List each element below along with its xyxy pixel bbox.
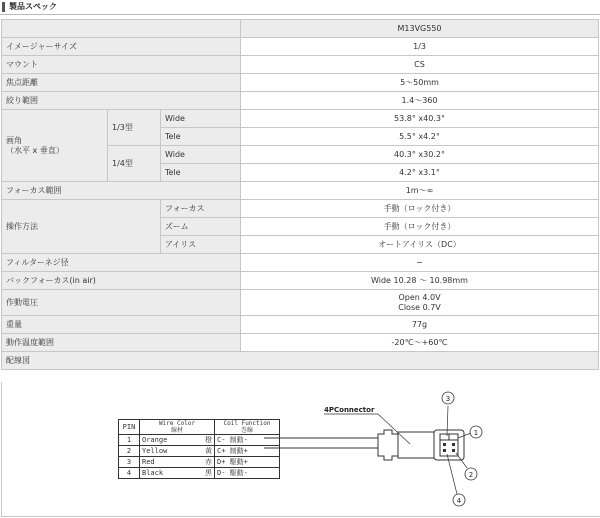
connector-label: 4PConnector [324, 406, 375, 414]
wire-color [140, 457, 215, 468]
row-label: 作動電圧 [2, 290, 241, 316]
coil-header-jp: 巻線 [240, 427, 253, 434]
pin-header: PIN [119, 420, 140, 435]
table-header-row [2, 20, 599, 38]
pin-table [118, 419, 280, 479]
wire-color-en: Red [142, 457, 155, 466]
wire-color-jp: 黒 [205, 468, 212, 477]
table-row [2, 38, 599, 56]
row-value: オートアイリス（DC） [241, 236, 599, 254]
row-value: Wide 10.28 〜 10.98mm [241, 272, 599, 290]
wire-color-en: Orange [142, 435, 168, 444]
coil-fn-en: C+ [217, 446, 226, 455]
table-row [2, 56, 599, 74]
angle-tele-label: Tele [161, 164, 241, 182]
wire-color-en: Yellow [142, 446, 168, 455]
table-row [2, 74, 599, 92]
wire-header-en: Wire Color [158, 420, 196, 427]
angle-value: 4.2° x3.1° [241, 164, 599, 182]
coil-fn-en: D- [217, 468, 226, 477]
row-label: フォーカス範囲 [2, 182, 241, 200]
angle-wide-label: Wide [161, 110, 241, 128]
coil-fn-jp: 制動+ [229, 446, 248, 455]
operation-iris-label: アイリス [161, 236, 241, 254]
callout-3-text: 3 [445, 395, 451, 403]
callout-3 [442, 392, 454, 436]
coil-fn-en: D+ [217, 457, 226, 466]
connector-body [378, 430, 464, 460]
header-empty-cell [2, 20, 241, 38]
pin-table-header [119, 420, 280, 435]
operation-focus-label: フォーカス [161, 200, 241, 218]
row-label: 動作温度範囲 [2, 334, 241, 352]
wire-color [140, 435, 215, 446]
row-label: バックフォーカス(in air) [2, 272, 241, 290]
table-row [2, 182, 599, 200]
coil-fn-jp: 駆動- [229, 468, 248, 477]
angle-value: 5.5° x4.2° [241, 128, 599, 146]
wire-header [140, 420, 215, 435]
table-row [2, 290, 599, 316]
angle-label-line1: 画角 [6, 135, 22, 145]
pin-number: 3 [119, 457, 140, 468]
table-row [2, 334, 599, 352]
coil-fn-jp: 駆動+ [229, 457, 248, 466]
wiring-label: 配線図 [2, 352, 599, 370]
section-marker [2, 2, 5, 12]
row-value: 1m〜∞ [241, 182, 599, 200]
coil-header-en: Coil Function [223, 420, 271, 427]
row-value: − [241, 254, 599, 272]
table-row [2, 272, 599, 290]
voltage-open: Open 4.0V [398, 292, 441, 302]
angle-type-14: 1/4型 [108, 146, 161, 182]
coil-fn-en: C- [217, 435, 226, 444]
row-value: 5〜50mm [241, 74, 599, 92]
pin-row [119, 446, 280, 457]
table-row [2, 254, 599, 272]
operation-zoom-label: ズーム [161, 218, 241, 236]
wire-color [140, 468, 215, 479]
pin-row [119, 468, 280, 479]
row-value: 手動（ロック付き） [241, 218, 599, 236]
pin-row [119, 457, 280, 468]
table-row [2, 352, 599, 370]
section-title: 製品スペック [9, 2, 57, 11]
row-value: 77g [241, 316, 599, 334]
callout-4-text: 4 [456, 497, 462, 505]
row-value: CS [241, 56, 599, 74]
callout-2-text: 2 [468, 471, 474, 479]
row-label: フィルターネジ径 [2, 254, 241, 272]
angle-value: 53.8° x40.3° [241, 110, 599, 128]
row-value: -20℃〜+60℃ [241, 334, 599, 352]
pin-contacts [443, 443, 455, 452]
callout-2 [456, 453, 477, 480]
angle-label [2, 110, 108, 182]
coil-fn-jp: 制動- [229, 435, 248, 444]
row-label: マウント [2, 56, 241, 74]
table-row [2, 92, 599, 110]
row-label: 焦点距離 [2, 74, 241, 92]
callout-1 [458, 426, 482, 438]
section-header [0, 0, 600, 14]
row-value: 1.4〜360 [241, 92, 599, 110]
row-label: 重量 [2, 316, 241, 334]
wire-color [140, 446, 215, 457]
angle-type-13: 1/3型 [108, 110, 161, 146]
pin-row [119, 435, 280, 446]
table-row [2, 316, 599, 334]
row-value: 1/3 [241, 38, 599, 56]
cable [264, 438, 378, 448]
wire-color-jp: 黄 [205, 446, 212, 455]
angle-label-line2: （水平 x 垂直） [6, 145, 64, 155]
angle-wide-label: Wide [161, 146, 241, 164]
voltage-value [241, 290, 599, 316]
table-row [2, 110, 599, 128]
wire-color-jp: 橙 [205, 435, 212, 444]
voltage-close: Close 0.7V [398, 302, 441, 312]
wire-header-jp: 線材 [170, 427, 183, 434]
model-name: M13VG550 [241, 20, 599, 38]
pin-number: 2 [119, 446, 140, 457]
table-row [2, 200, 599, 218]
pin-number: 1 [119, 435, 140, 446]
angle-tele-label: Tele [161, 128, 241, 146]
wire-color-jp: 赤 [205, 457, 212, 466]
row-label: 絞り範囲 [2, 92, 241, 110]
operation-label: 操作方法 [2, 200, 161, 254]
angle-value: 40.3° x30.2° [241, 146, 599, 164]
connector-drawing [260, 386, 490, 514]
pin-number: 4 [119, 468, 140, 479]
section-divider [0, 14, 600, 15]
spec-table [1, 19, 599, 370]
wire-color-en: Black [142, 468, 164, 477]
row-value: 手動（ロック付き） [241, 200, 599, 218]
row-label: イメージャーサイズ [2, 38, 241, 56]
callout-1-text: 1 [473, 429, 479, 437]
